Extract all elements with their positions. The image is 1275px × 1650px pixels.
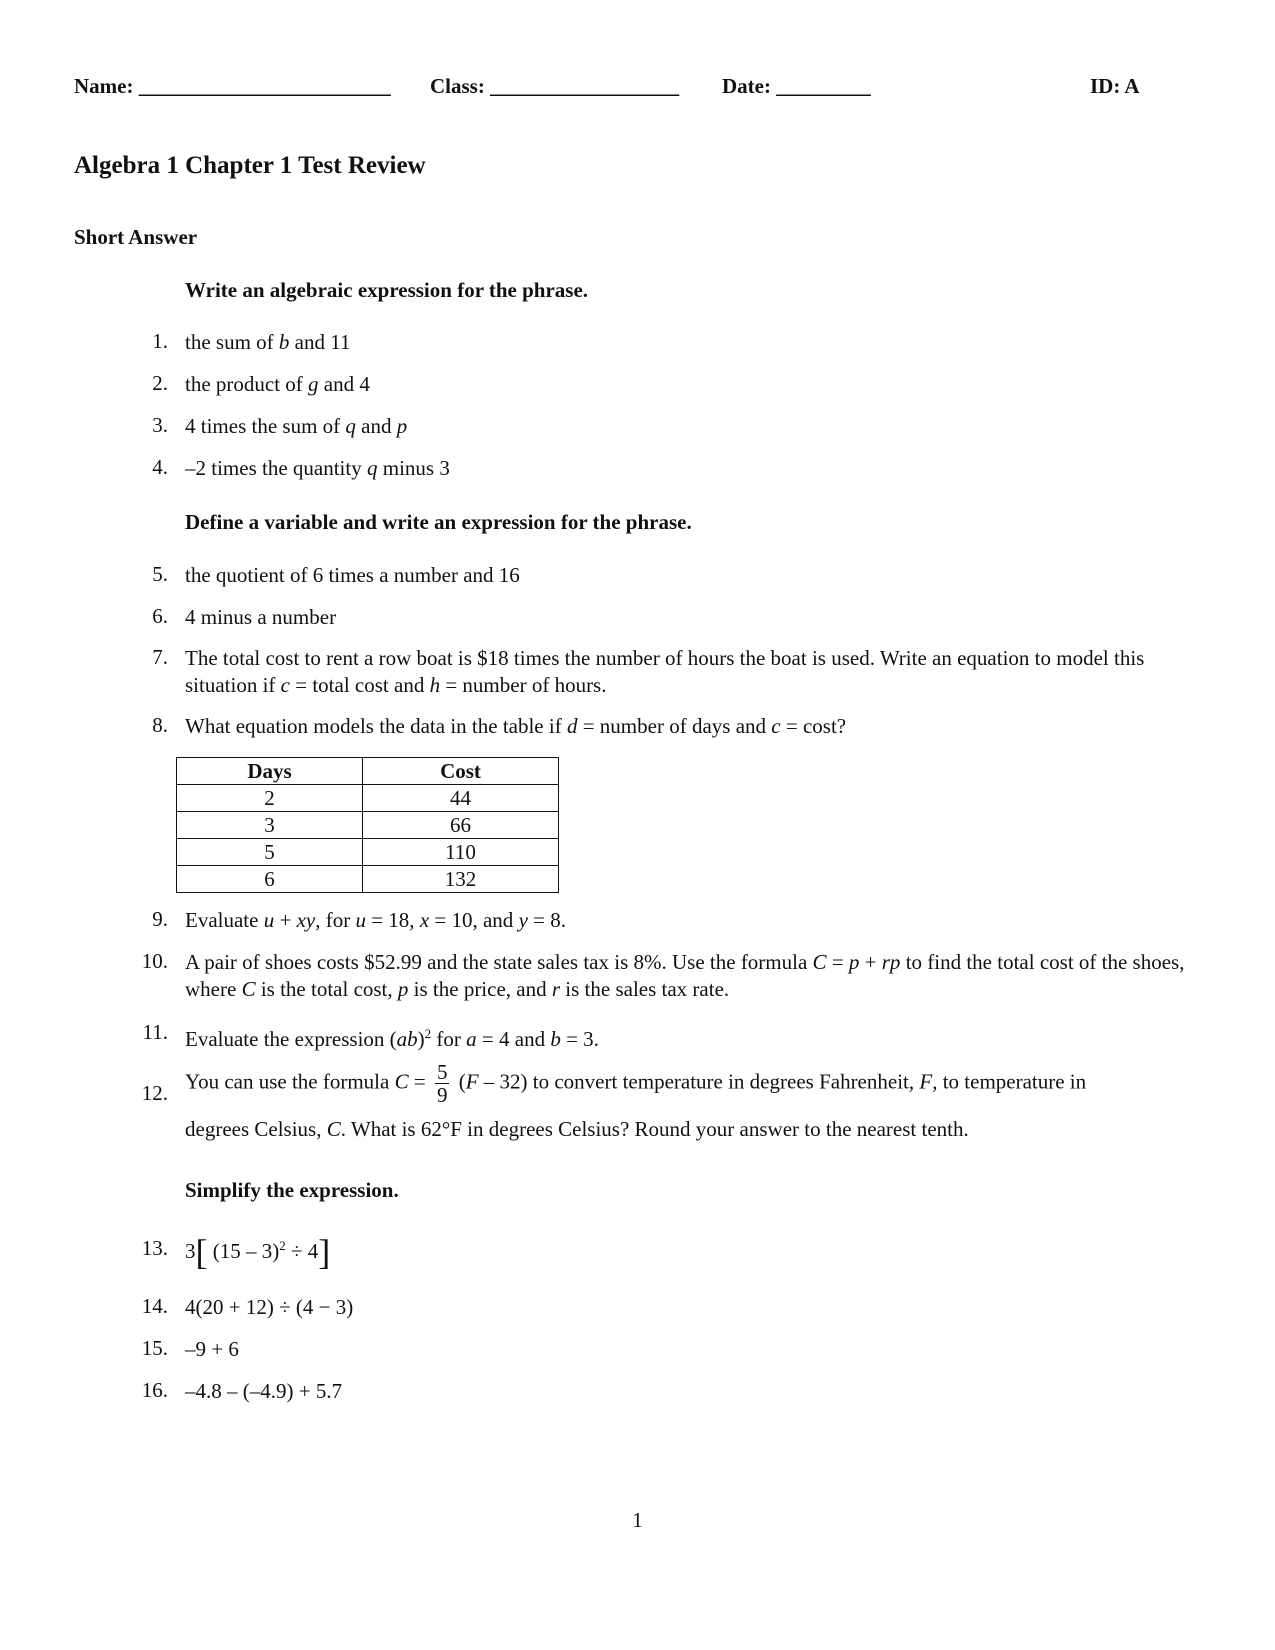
question-text: 4(20 + 12) ÷ (4 − 3) — [185, 1295, 354, 1319]
table-cell: 110 — [363, 839, 559, 866]
id-label: ID: A — [1090, 74, 1140, 98]
question-text: 4 times the sum of q and p — [185, 414, 408, 438]
question-number: 6. — [152, 604, 168, 628]
question-number: 8. — [152, 713, 168, 737]
question-text: Evaluate the expression (ab)$^2$ for a = 4 and b = 3. — [185, 1026, 599, 1051]
question-text: What equation models the data in the table if d = number of days and c = cost? — [185, 714, 847, 738]
table-cell: 66 — [363, 812, 559, 839]
question-number: 14. — [141, 1294, 168, 1318]
question-text: A pair of shoes costs $52.99 and the state sales tax is 8%. Use the formula C = p + rp to find the total cost of the shoes, where C is the total cost, p is the price, and r is the sales tax rate. — [185, 950, 1185, 1001]
section-heading: Short Answer — [74, 225, 198, 249]
days-cost-table — [176, 757, 559, 893]
instruction-1: Write an algebraic expression for the phrase. — [185, 278, 589, 302]
class-label: Class: — [430, 74, 485, 98]
class-blank[interactable]: __________________ — [490, 74, 680, 98]
question-text: 3[ (15 – 3)$^2$ ÷ 4] — [185, 1232, 331, 1272]
date-blank[interactable]: _________ — [776, 74, 871, 98]
table-cell: 6 — [177, 866, 363, 893]
question-number: 4. — [152, 455, 168, 479]
question-number: 15. — [141, 1336, 168, 1360]
table-cell: 2 — [177, 785, 363, 812]
question-number: 16. — [141, 1378, 168, 1402]
table-row — [177, 785, 559, 812]
question-number: 3. — [152, 413, 168, 437]
table-cell: 44 — [363, 785, 559, 812]
name-field — [74, 74, 391, 99]
page-title: Algebra 1 Chapter 1 Test Review — [74, 152, 426, 179]
table-header-row — [177, 758, 559, 785]
fraction-five-ninths: $\frac{5}{9}$ — [436, 1060, 448, 1107]
question-text: You can use the formula C = $\frac{5}{9}$ (F – 32) to convert temperature in degrees Fahrenheit, F, to temperature in degrees Celsius, C. What is 62°F in degrees Celsius? Round your answer to the nearest tenth. — [185, 1060, 1087, 1141]
table-row — [177, 839, 559, 866]
question-number: 12. — [141, 1081, 168, 1105]
question-text: –9 + 6 — [185, 1337, 239, 1361]
question-number: 5. — [152, 562, 168, 586]
table-cell: 132 — [363, 866, 559, 893]
table-cell: 5 — [177, 839, 363, 866]
date-label: Date: — [722, 74, 771, 98]
table-row — [177, 812, 559, 839]
question-text: the sum of b and 11 — [185, 330, 351, 354]
question-number: 2. — [152, 371, 168, 395]
name-blank[interactable]: ________________________ — [138, 74, 391, 98]
question-number: 1. — [152, 329, 168, 353]
question-text: the product of g and 4 — [185, 372, 370, 396]
question-number: 13. — [141, 1236, 168, 1260]
question-text: the quotient of 6 times a number and 16 — [185, 563, 520, 587]
table-header-cost: Cost — [363, 758, 559, 785]
page-number: 1 — [632, 1508, 643, 1532]
instruction-2: Define a variable and write an expression for the phrase. — [185, 510, 692, 534]
question-text: Evaluate u + xy, for u = 18, x = 10, and y = 8. — [185, 908, 566, 932]
question-text: The total cost to rent a row boat is $18 times the number of hours the boat is used. Write an equation to model this situation if c = total cost and h = number of hours. — [185, 646, 1145, 697]
question-number: 10. — [141, 949, 168, 973]
table-cell: 3 — [177, 812, 363, 839]
question-number: 9. — [152, 907, 168, 931]
question-number: 11. — [142, 1020, 168, 1044]
name-label: Name: — [74, 74, 134, 98]
table-row — [177, 866, 559, 893]
question-text: –2 times the quantity q minus 3 — [185, 456, 450, 480]
table-header-days: Days — [177, 758, 363, 785]
question-text: –4.8 – (–4.9) + 5.7 — [185, 1379, 343, 1403]
date-field — [722, 74, 871, 99]
instruction-3: Simplify the expression. — [185, 1178, 399, 1202]
question-number: 7. — [152, 645, 168, 669]
class-field — [430, 74, 679, 99]
question-text: 4 minus a number — [185, 605, 337, 629]
